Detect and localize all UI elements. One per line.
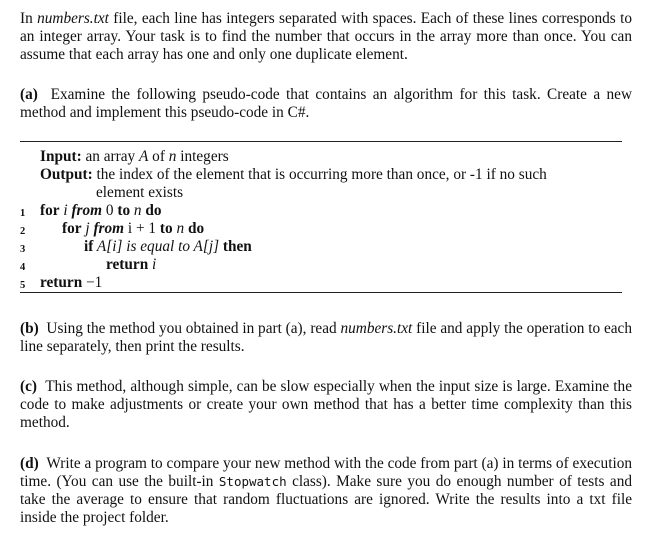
keyword: from	[93, 220, 125, 237]
line-number: 3	[20, 244, 26, 255]
algorithm-line-4	[106, 256, 156, 274]
line-number: 4	[20, 262, 26, 273]
part-b-text: file and apply the operation to each line separately, then print the results.	[20, 320, 632, 355]
part-d-code: Stopwatch	[218, 474, 287, 489]
input-text: of	[148, 148, 169, 165]
variable: i	[59, 202, 72, 219]
value: −1	[82, 274, 103, 291]
keyword: return	[40, 274, 83, 291]
keyword: return	[106, 256, 149, 273]
intro-prefix: In	[20, 10, 38, 27]
variable: n	[172, 220, 188, 237]
part-a-paragraph	[20, 86, 632, 122]
part-d-text: class). Make sure you do enough number of tests and take the average to ensure that random fluctuations are ignored. Write the results into a txt file inside the project folder.	[20, 473, 632, 526]
variable: n	[130, 202, 146, 219]
part-a-text: Examine the following pseudo-code that contains an algorithm for this task. Create a new method and implement this pseudo-code in C#.	[20, 86, 633, 121]
input-text: integers	[176, 148, 229, 165]
keyword: to	[117, 202, 131, 219]
keyword: do	[145, 202, 162, 219]
line-number: 1	[20, 208, 26, 219]
intro-paragraph	[20, 10, 632, 64]
part-c-label: (c)	[20, 378, 37, 395]
algorithm-line-2	[62, 220, 204, 238]
part-d-paragraph	[20, 455, 632, 527]
algorithm-line-3	[84, 238, 252, 256]
value: 0	[102, 202, 118, 219]
keyword: for	[40, 202, 60, 219]
algorithm-input	[40, 148, 229, 166]
variable: A[i]	[93, 238, 127, 255]
output-text: the index of the element that is occurring more than once, or -1 if no such	[92, 166, 547, 183]
algorithm-bottom-rule	[20, 292, 622, 293]
value: i + 1	[124, 220, 160, 237]
part-c-paragraph	[20, 378, 632, 432]
input-text: an array	[81, 148, 139, 165]
keyword: from	[71, 202, 103, 219]
algorithm-output-cont: element exists	[96, 184, 184, 201]
part-b-label: (b)	[20, 320, 39, 337]
part-c-text: This method, although simple, can be slow especially when the input size is large. Examine the code to make adjustments or create your own method that has a better time complexity than this method.	[20, 378, 632, 431]
variable: A[j]	[189, 238, 223, 255]
input-var-a: A	[139, 148, 149, 165]
part-d-label: (d)	[20, 455, 39, 472]
keyword: if	[84, 238, 94, 255]
algorithm-top-rule	[20, 141, 622, 142]
input-label: Input:	[40, 148, 82, 165]
variable: i	[148, 256, 157, 273]
part-b-paragraph	[20, 320, 632, 356]
algorithm-output	[40, 166, 547, 184]
line-number: 5	[20, 280, 26, 291]
keyword: then	[222, 238, 252, 255]
intro-text: file, each line has integers separated with spaces. Each of these lines corresponds to an integer array. Your task is to find the number that occurs in the array more than once. You can assume that each array has one and only one duplicate element.	[20, 10, 632, 63]
keyword: do	[187, 220, 205, 237]
algorithm-line-1	[40, 202, 162, 220]
part-b-filename: numbers.txt	[340, 320, 413, 337]
input-var-n: n	[168, 148, 177, 165]
keyword: to	[159, 220, 173, 237]
intro-filename: numbers.txt	[37, 10, 109, 27]
output-label: Output:	[40, 166, 93, 183]
part-a-label: (a)	[20, 86, 38, 103]
keyword: for	[62, 220, 82, 237]
algorithm-line-5	[40, 274, 102, 292]
line-number: 2	[20, 226, 26, 237]
part-b-text: Using the method you obtained in part (a), read	[46, 320, 341, 337]
part-d-text: Write a program to compare your new method with the code from part (a) in terms of execution time. (You can use the built-in	[20, 455, 632, 490]
keyword: is equal to	[126, 238, 190, 255]
variable: j	[81, 220, 94, 237]
